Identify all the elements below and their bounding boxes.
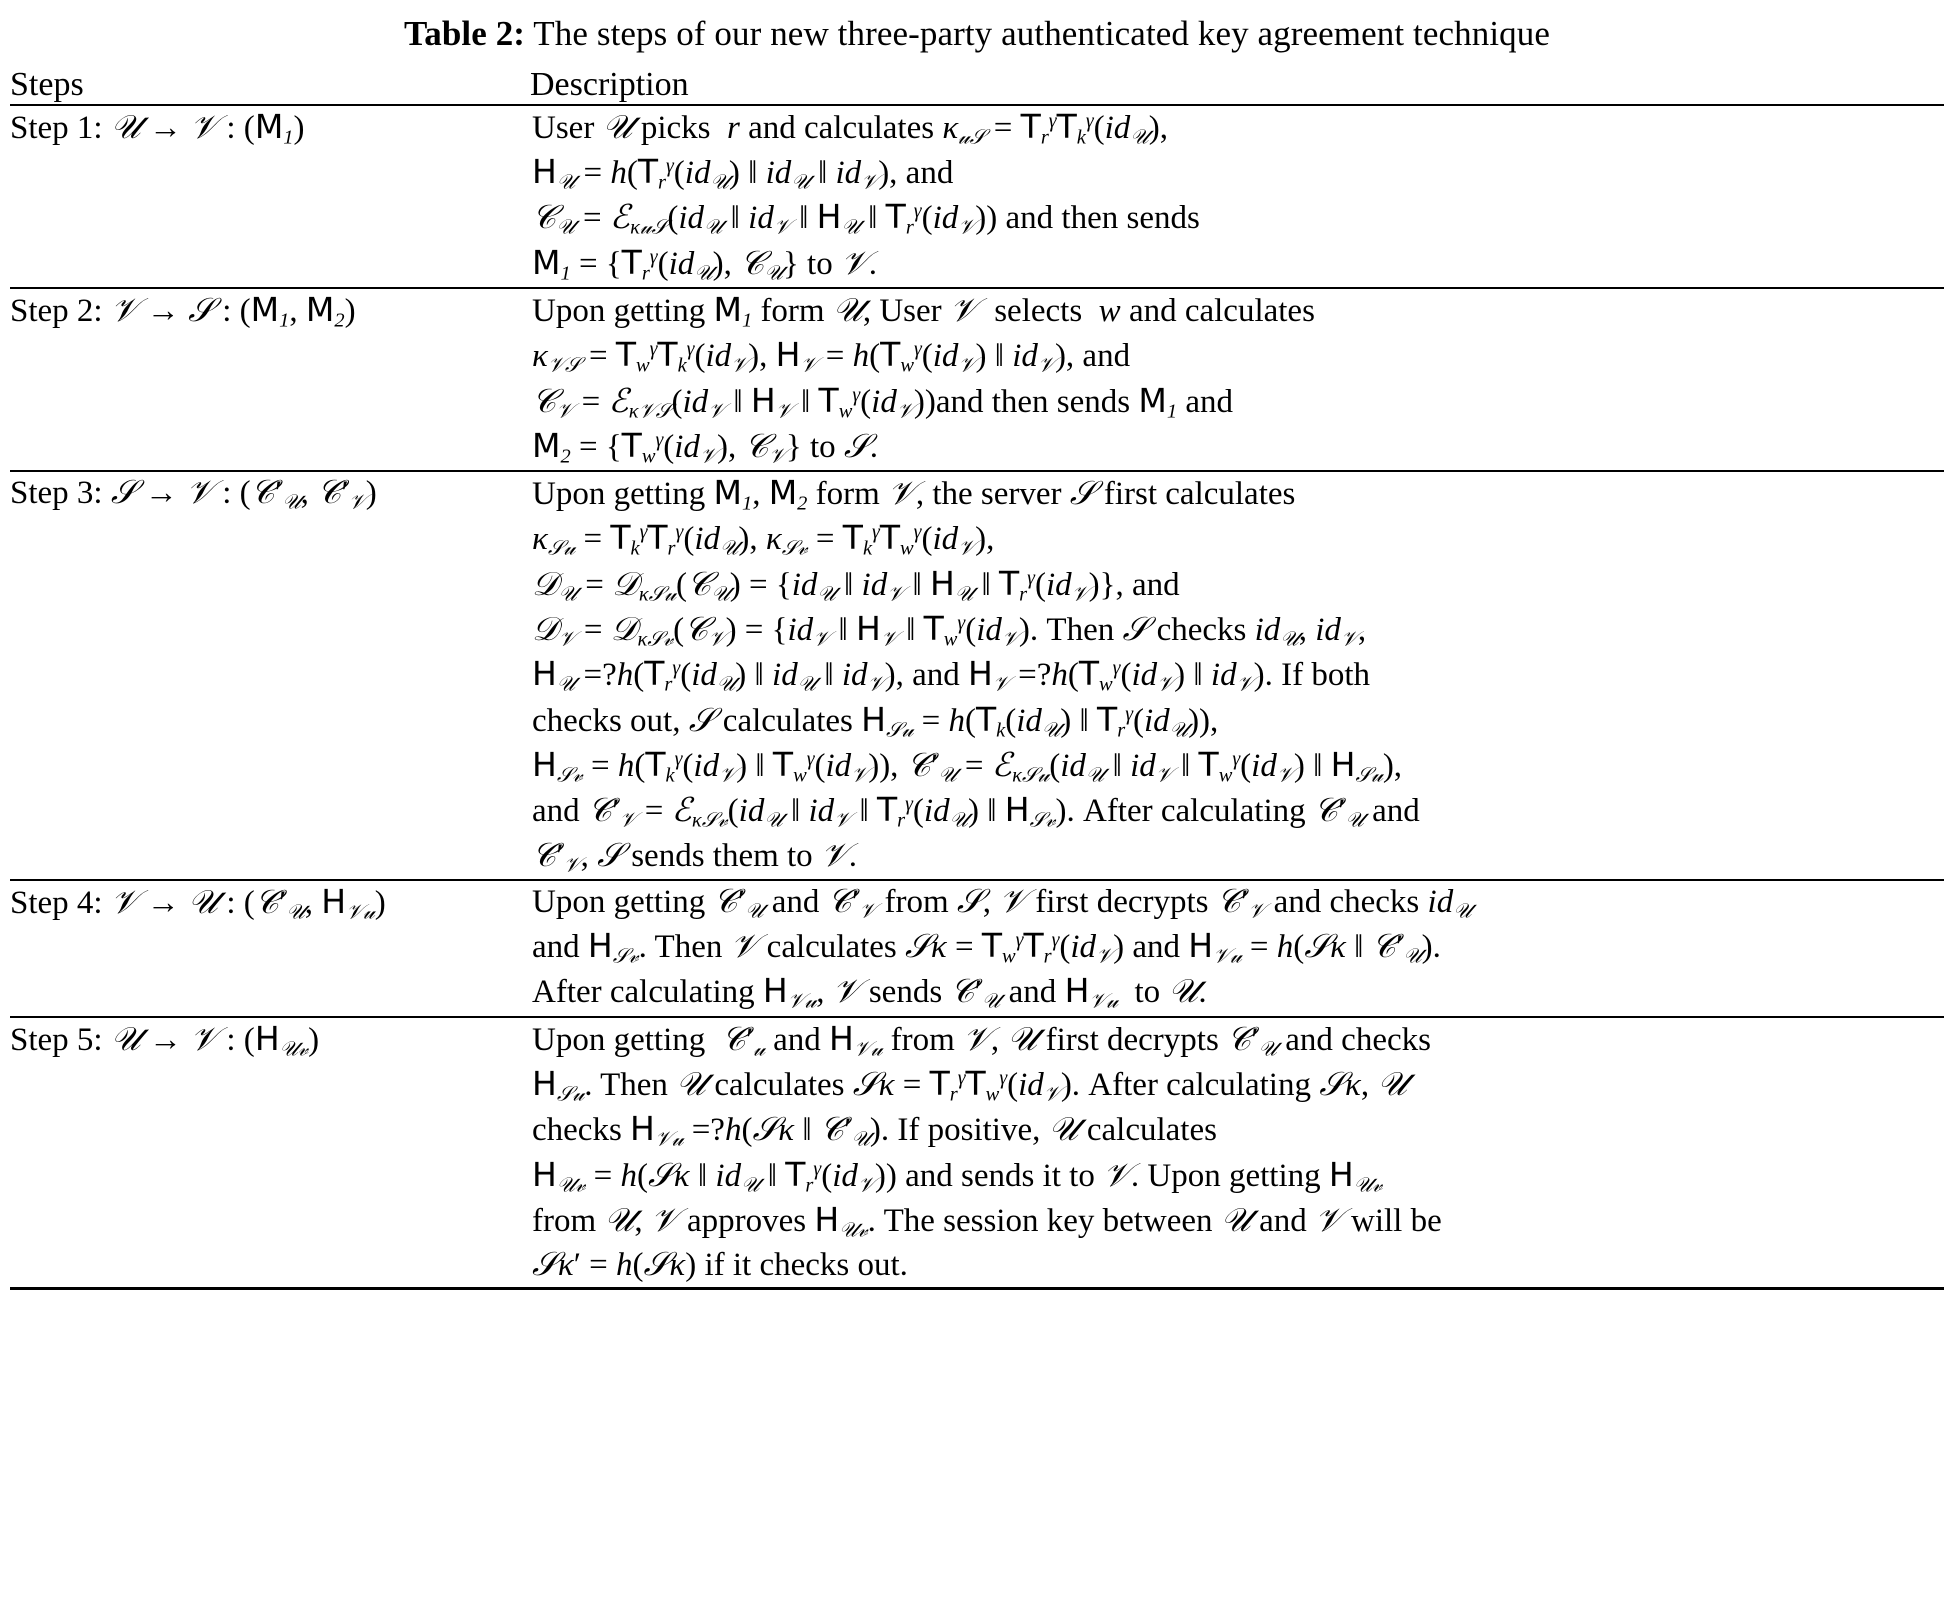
steps-table (10, 66, 1944, 1294)
table-bottom-rule (10, 1289, 1944, 1295)
table-row (10, 105, 1944, 288)
column-header-steps: Steps (10, 65, 84, 103)
step-label: Step 1: 𝒰 → 𝒱 : $(M_1)$ (10, 105, 530, 288)
table-row (10, 1017, 1944, 1289)
step-label: Step 2: 𝒱 → 𝒮 : ($M_1$, $M_2$) (10, 288, 530, 471)
caption-text: The steps of our new three-party authenticated key agreement technique (533, 14, 1550, 53)
step-description: Upon getting $M_1$, $M_2$ form 𝒱, the server 𝒮 first calculates $\kappa_{𝒮𝓊} = T_k^\gamma T_r^\gamma(id_𝒰)$, $\kappa_{𝒮𝓋} = T_k^\gamma T_w^\gamma(id_𝒱)$, 𝒟$_𝒰$ = 𝒟$_{\kappa 𝒮𝓊}$(𝒞$_𝒰$) = {$id_𝒰$ ‖ $id_𝒱$ ‖ $H_𝒰$ ‖ $T_r^\gamma(id_𝒱)$}, and 𝒟$_𝒱$ = 𝒟$_{\kappa 𝒮𝓋}$(𝒞$_𝒱$) = {$id_𝒱$ ‖ $H_𝒱$ ‖ $T_w^\gamma(id_𝒱)$. Then 𝒮 checks $id_𝒰$, $id_𝒱$, $H_𝒰$ $=?h(T_r^\gamma(id_𝒰)$ ‖ $id_𝒰$ ‖ $id_𝒱$), and $H_𝒱$ $=?h(T_w^\gamma(id_𝒱)$ ‖ $id_𝒱$). If both checks out, 𝒮 calculates $H_{𝒮𝓊} = h(T_k(id_𝒰)$ ‖ $T_r^\gamma(id_𝒰)$), $H_{𝒮𝓋} = h(T_k^\gamma(id_𝒱)$ ‖ $T_w^\gamma(id_𝒱)$), $𝒞'_𝒰$ = $ℰ_{\kappa 𝒮𝓊}(id_𝒰$ ‖ $id_𝒱$ ‖ $T_w^\gamma(id_𝒱)$ ‖ $H_{𝒮𝓊}$), and $𝒞'_𝒱$ = $ℰ_{\kappa 𝒮𝓋}(id_𝒰$ ‖ $id_𝒱$ ‖ $T_r^\gamma(id_𝒰)$ ‖ $H_{𝒮𝓋}$). After calculating $𝒞'_𝒰$ and $𝒞'_𝒱$, 𝒮 sends them to 𝒱. (530, 471, 1944, 880)
table-header-row (10, 66, 1944, 105)
column-header-description: Description (530, 65, 689, 103)
step-description: Upon getting $𝒞'_𝒰$ and $𝒞'_𝒱$ from 𝒮, 𝒱 first decrypts $𝒞'_𝒱$ and checks $id_𝒰$ and $H_{𝒮𝓋}$. Then 𝒱 calculates 𝒮κ = $T_w^\gamma T_r^\gamma(id_𝒱)$ and $H_{𝒱𝓊}$ = h(𝒮κ ‖ $𝒞'_𝒰$). After calculating $H_{𝒱𝓊}$, 𝒱 sends $𝒞'_𝒰$ and $H_{𝒱𝓊}$ to 𝒰. (530, 880, 1944, 1017)
table-caption (10, 12, 1944, 56)
caption-label: Table 2: (404, 14, 526, 53)
step-description: Upon getting $M_1$ form 𝒰, User 𝒱 selects w and calculates $\kappa_{𝒱𝒮} = T_w^\gamma T_k^\gamma(id_𝒱)$, $H_𝒱 = h(T_w^\gamma(id_𝒱)$ ‖ $id_𝒱$), and 𝒞$_𝒱$ = $ℰ_{\kappa 𝒱𝒮}(id_𝒱$ ‖ $H_𝒱$ ‖ $T_w^\gamma(id_𝒱))and$ then sends $M_1$ and $M_2 = \{T_w^\gamma(id_𝒱)$, 𝒞$_𝒱$} to 𝒮. (530, 288, 1944, 471)
step-label: Step 4: 𝒱 → 𝒰 : ($𝒞'_𝒰$, $H_{𝒱𝓊}$) (10, 880, 530, 1017)
step-label: Step 3: 𝒮 → 𝒱 : ($𝒞'_𝒰$, $𝒞'_𝒱$) (10, 471, 530, 880)
table-row (10, 471, 1944, 880)
table-row (10, 880, 1944, 1017)
step-description: User 𝒰 picks r and calculates $\kappa_{𝓊𝒮} = T_r^\gamma T_k^\gamma(id_𝒰)$, $H_𝒰 = h(T_r^\gamma(id_𝒰)$ ‖ $id_𝒰$ ‖ $id_𝒱$), and 𝒞$_𝒰$ = $ℰ_{\kappa 𝓊𝒮}(id_𝒰$ ‖ $id_𝒱$ ‖ $H_𝒰$ ‖ $T_r^\gamma(id_𝒱)$) and then sends $M_1 = \{T_r^\gamma(id_𝒰)$, 𝒞$_𝒰$} to 𝒱. (530, 105, 1944, 288)
table-row (10, 288, 1944, 471)
step-description: Upon getting $𝒞'_𝓊$ and $H_{𝒱𝓊}$ from 𝒱, 𝒰 first decrypts $𝒞'_𝒰$ and checks $H_{𝒮𝓊}$. Then 𝒰 calculates 𝒮κ = $T_r^\gamma T_w^\gamma(id_𝒱)$. After calculating 𝒮κ, 𝒰 checks $H_{𝒱𝓊}$ =?h(𝒮κ ‖ $𝒞'_𝒰$). If positive, 𝒰 calculates $H_{𝒰𝓋}$ = h(𝒮κ ‖ $id_𝒰$ ‖ $T_r^\gamma(id_𝒱)$) and sends it to 𝒱. Upon getting $H_{𝒰𝓋}$ from 𝒰, 𝒱 approves $H_{𝒰𝓋}$. The session key between 𝒰 and 𝒱 will be 𝒮κ′ = h(𝒮κ) if it checks out. (530, 1017, 1944, 1289)
step-label: Step 5: 𝒰 → 𝒱 : $(H_{𝒰𝓋})$ (10, 1017, 530, 1289)
